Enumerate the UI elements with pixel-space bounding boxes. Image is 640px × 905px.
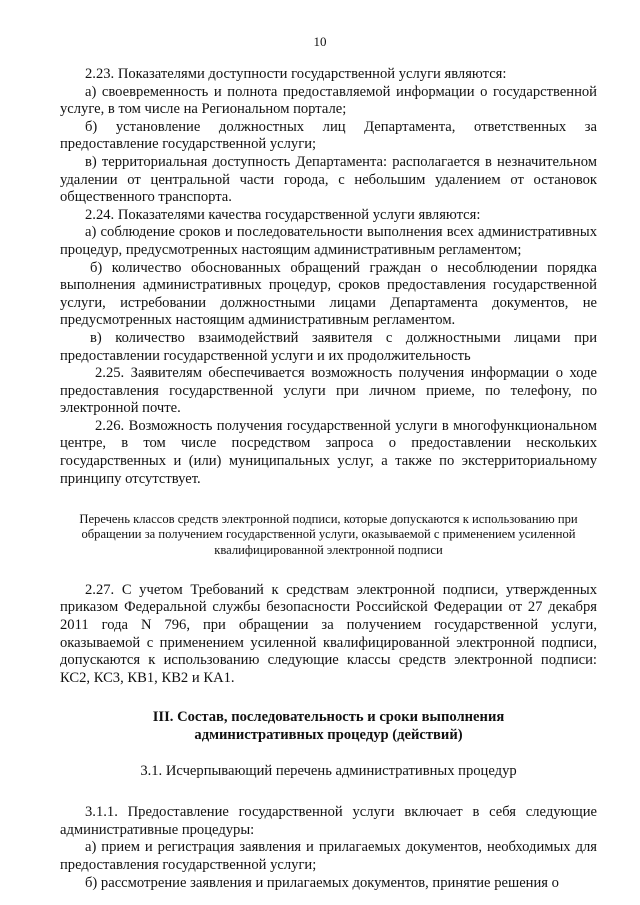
paragraph-2-27: 2.27. С учетом Требований к средствам электронной подписи, утвержденных приказом Федеральной службы безопасности Российской Федерации от 27 декабря 2011 года N 796, при обращении за получением государственной услуги, оказываемой с применением усиленной квалифицированной электронной подписи, допускаются к использованию следующие классы средств электронной подписи: КС2, КС3, КВ1, КВ2 и КА1. — [60, 581, 597, 686]
paragraph-2-24-b: б) количество обоснованных обращений граждан о несоблюдении порядка выполнения административных процедур, сроков предоставления государственной услуги, истребовании должностными лицами Департамента документов, не предусмотренных настоящим административным регламентом. — [60, 259, 597, 329]
paragraph-2-26: 2.26. Возможность получения государственной услуги в многофункциональном центре, в том числе посредством запроса о предоставлении нескольких государственных и (или) муниципальных услуг, а также по экстерриториальному принципу отсутствует. — [60, 417, 597, 487]
paragraph-2-23-a: а) своевременность и полнота предоставляемой информации о государственной услуге, в том числе на Региональном портале; — [60, 83, 597, 118]
paragraph-2-24: 2.24. Показателями качества государственной услуги являются: — [85, 206, 481, 223]
chapter-iii-title-line-2: административных процедур (действий) — [194, 727, 463, 744]
paragraph-3-1-1-b: б) рассмотрение заявления и прилагаемых документов, принятие решения о — [85, 874, 559, 891]
chapter-iii-title-line-1: III. Состав, последовательность и сроки выполнения — [152, 709, 505, 726]
paragraph-2-23-v: в) территориальная доступность Департамента: располагается в незначительном удалении от центральной части города, с небольшим удалением от остановок общественного транспорта. — [60, 153, 597, 206]
section-heading-signature-classes: Перечень классов средств электронной подписи, которые допускаются к использованию при обращении за получением государственной услуги, оказываемой с применением усиленной квалифицированной электронной подписи — [79, 512, 578, 557]
document-body — [60, 66, 597, 892]
page-number: 10 — [313, 34, 327, 49]
paragraph-2-23: 2.23. Показателями доступности государственной услуги являются: — [85, 66, 507, 82]
chapter-iii-title — [60, 709, 597, 744]
paragraph-2-25: 2.25. Заявителям обеспечивается возможность получения информации о ходе предоставления государственной услуги при личном приеме, по телефону, по электронной почте. — [60, 365, 597, 417]
paragraph-2-24-v: в) количество взаимодействий заявителя с должностными лицами при предоставлении государственной услуги и их продолжительность — [60, 329, 597, 364]
paragraph-3-1-1: 3.1.1. Предоставление государственной услуги включает в себя следующие административные процедуры: — [60, 804, 597, 838]
paragraph-3-1-1-a: а) прием и регистрация заявления и прилагаемых документов, необходимых для предоставления государственной услуги; — [60, 839, 597, 873]
paragraph-2-23-b: б) установление должностных лиц Департамента, ответственных за предоставление государственной услуги; — [60, 118, 597, 153]
paragraph-2-24-a: а) соблюдение сроков и последовательности выполнения всех административных процедур, предусмотренных настоящим административным регламентом; — [60, 224, 597, 258]
subsection-3-1-title: 3.1. Исчерпывающий перечень административных процедур — [140, 762, 517, 779]
